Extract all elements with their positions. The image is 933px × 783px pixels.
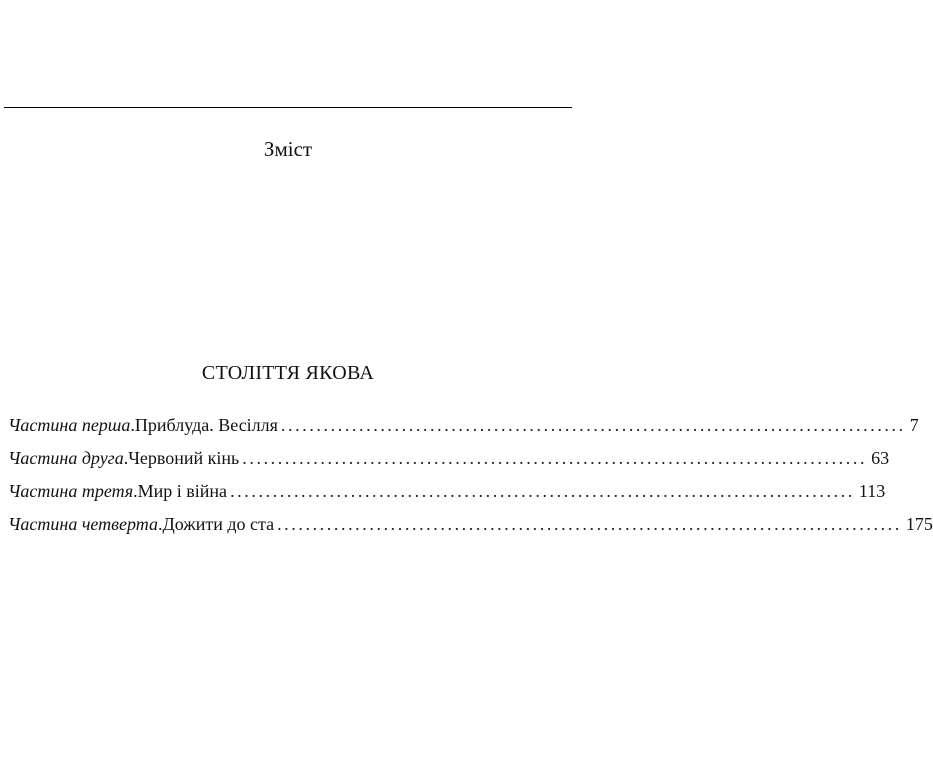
- toc-leader-dots: ........................................................................................: [280, 415, 906, 435]
- toc-period: .: [157, 514, 163, 534]
- toc-period: .: [133, 481, 138, 501]
- top-rule: [4, 107, 572, 108]
- toc-period: .: [123, 448, 129, 468]
- toc-part-label: Частина друга: [8, 448, 124, 468]
- table-of-contents: [8, 412, 933, 544]
- toc-page-number: 7: [909, 415, 919, 435]
- toc-entry-part-1: [8, 412, 919, 445]
- toc-part-label: Частина перша: [8, 415, 131, 435]
- toc-chapter-title: Дожити до ста: [162, 514, 275, 534]
- toc-chapter-title: Червоний кінь: [128, 448, 240, 468]
- toc-leader-dots: ........................................................................................: [242, 448, 868, 468]
- toc-entry-part-2: [8, 445, 890, 478]
- toc-leader-dots: ........................................................................................: [277, 514, 902, 534]
- toc-page-number: 63: [871, 448, 890, 468]
- toc-entry-part-4: [8, 511, 933, 544]
- page-heading: Зміст: [263, 137, 313, 161]
- toc-chapter-title: Мир і війна: [137, 481, 228, 501]
- toc-part-label: Частина четверта: [8, 514, 158, 534]
- toc-entry-part-3: [8, 478, 886, 511]
- toc-part-label: Частина третя: [8, 481, 134, 501]
- toc-chapter-title: Приблуда. Весілля: [134, 415, 278, 435]
- toc-period: .: [130, 415, 135, 435]
- toc-leader-dots: ........................................................................................: [230, 481, 855, 501]
- toc-page-number: 113: [858, 481, 886, 501]
- toc-page-number: 175: [905, 514, 933, 534]
- book-title: СТОЛІТТЯ ЯКОВА: [201, 362, 375, 384]
